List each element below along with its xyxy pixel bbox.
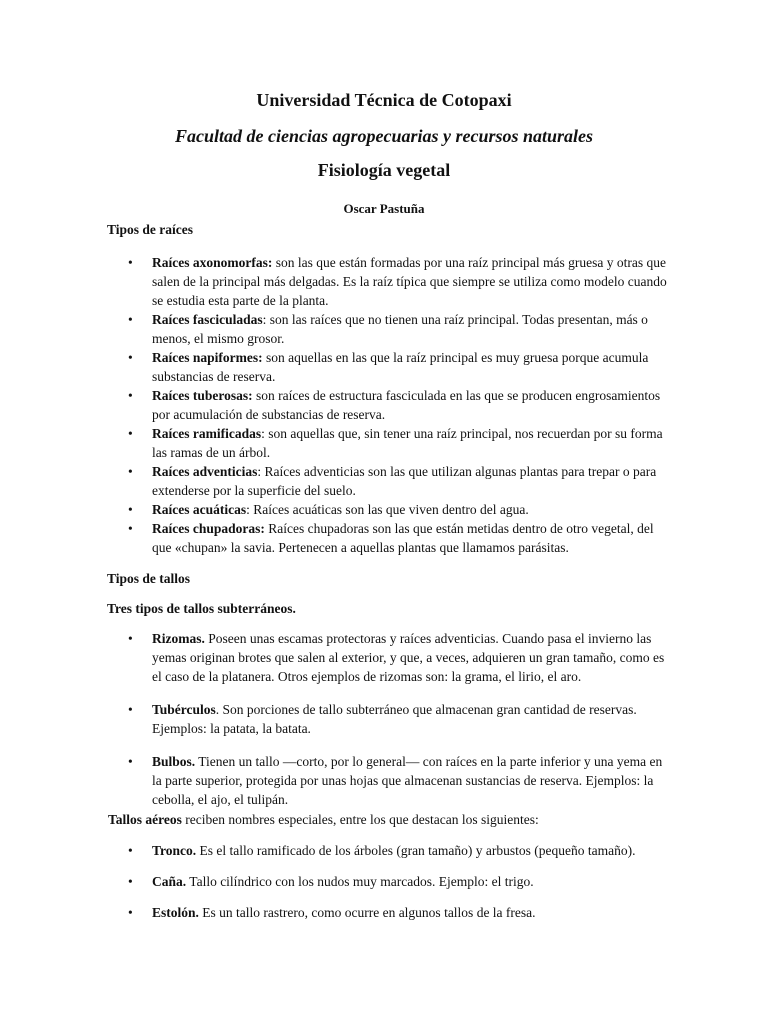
university-title: Universidad Técnica de Cotopaxi: [256, 90, 512, 110]
roots-heading: Tipos de raíces: [107, 222, 194, 237]
bullet-icon: •: [128, 521, 133, 536]
bullet-icon: •: [128, 702, 133, 717]
list-item: [0, 253, 768, 310]
item-text: son raíces de estructura fasciculada en las que se producen engrosamientos por acumulación de substancias de reserva.: [152, 388, 661, 422]
list-item: [0, 424, 768, 462]
item-term: Bulbos.: [152, 754, 196, 769]
underground-list: [0, 629, 768, 809]
item-term: Tronco.: [152, 843, 197, 858]
list-item: [0, 500, 768, 519]
item-text: : son aquellas que, sin tener una raíz principal, nos recuerdan por su forma las ramas de un árbol.: [152, 426, 663, 460]
aerial-list: [0, 841, 768, 922]
item-term: Raíces tuberosas:: [152, 388, 253, 403]
bullet-icon: •: [128, 388, 133, 403]
item-text: son aquellas en las que la raíz principal es muy gruesa porque acumula substancias de reserva.: [152, 350, 649, 384]
bullet-icon: •: [128, 502, 133, 517]
item-term: Raíces axonomorfas:: [152, 255, 273, 270]
item-text: Tienen un tallo —corto, por lo general— con raíces en la parte inferior y una yema en la parte superior, protegida por unas hojas que almacenan sustancias de reserva. Ejemplos: la cebolla, el ajo, el tulipán.: [152, 754, 663, 807]
list-item: [0, 841, 768, 860]
list-item: [0, 462, 768, 500]
aerial-intro: [108, 810, 668, 829]
item-term: Raíces chupadoras:: [152, 521, 265, 536]
item-term: Raíces adventicias: [152, 464, 258, 479]
author-name: Oscar Pastuña: [343, 201, 425, 216]
bullet-icon: •: [128, 464, 133, 479]
item-term: Tubérculos: [152, 702, 216, 717]
item-text: son las que están formadas por una raíz principal más gruesa y otras que salen de la principal más delgadas. Es la raíz típica que siempre se utiliza como modelo cuando se estudia esta parte de la planta.: [152, 255, 667, 308]
list-item: [0, 310, 768, 348]
list-item: [0, 348, 768, 386]
stems-heading: Tipos de tallos: [107, 571, 191, 586]
item-term: Caña.: [152, 874, 187, 889]
roots-list: [0, 253, 768, 557]
item-term: Raíces napiformes:: [152, 350, 263, 365]
item-text: . Son porciones de tallo subterráneo que almacenan gran cantidad de reservas. Ejemplos: la patata, la batata.: [152, 702, 637, 736]
item-term: Estolón.: [152, 905, 199, 920]
bullet-icon: •: [128, 631, 133, 646]
subject-title: Fisiología vegetal: [317, 160, 451, 180]
item-text: : Raíces adventicias son las que utilizan algunas plantas para trepar o para extenderse por la superficie del suelo.: [152, 464, 657, 498]
bullet-icon: •: [128, 426, 133, 441]
list-item: [0, 752, 768, 809]
item-term: Rizomas.: [152, 631, 205, 646]
list-item: [0, 629, 768, 686]
list-item: [0, 386, 768, 424]
bullet-icon: •: [128, 874, 133, 889]
list-item: [0, 903, 768, 922]
item-text: : son las raíces que no tienen una raíz principal. Todas presentan, más o menos, el mismo grosor.: [152, 312, 648, 346]
item-text: Es un tallo rastrero, como ocurre en algunos tallos de la fresa.: [198, 905, 536, 920]
list-item: [0, 519, 768, 557]
faculty-title: Facultad de ciencias agropecuarias y recursos naturales: [174, 126, 593, 146]
bullet-icon: •: [128, 905, 133, 920]
aerial-intro-term: Tallos aéreos: [108, 812, 182, 827]
list-item: [0, 872, 768, 891]
underground-heading: Tres tipos de tallos subterráneos.: [107, 601, 296, 616]
aerial-intro-text: reciben nombres especiales, entre los que destacan los siguientes:: [181, 812, 539, 827]
item-term: Raíces fasciculadas: [152, 312, 263, 327]
item-term: Raíces acuáticas: [152, 502, 247, 517]
bullet-icon: •: [128, 312, 133, 327]
item-text: Tallo cilíndrico con los nudos muy marcados. Ejemplo: el trigo.: [186, 874, 534, 889]
bullet-icon: •: [128, 754, 133, 769]
list-item: [0, 700, 768, 738]
item-text: : Raíces acuáticas son las que viven dentro del agua.: [246, 502, 529, 517]
item-term: Raíces ramificadas: [152, 426, 262, 441]
item-text: Es el tallo ramificado de los árboles (gran tamaño) y arbustos (pequeño tamaño).: [196, 843, 636, 858]
bullet-icon: •: [128, 255, 133, 270]
bullet-icon: •: [128, 843, 133, 858]
item-text: Raíces chupadoras son las que están metidas dentro de otro vegetal, del que «chupan» la savia. Pertenecen a aquellas plantas que llamamos parásitas.: [152, 521, 654, 555]
item-text: Poseen unas escamas protectoras y raíces adventicias. Cuando pasa el invierno las yemas originan brotes que salen al exterior, y que, a veces, adquieren un gran tamaño, como es el caso de la platanera. Otros ejemplos de rizomas son: la grama, el lirio, el aro.: [152, 631, 665, 684]
bullet-icon: •: [128, 350, 133, 365]
